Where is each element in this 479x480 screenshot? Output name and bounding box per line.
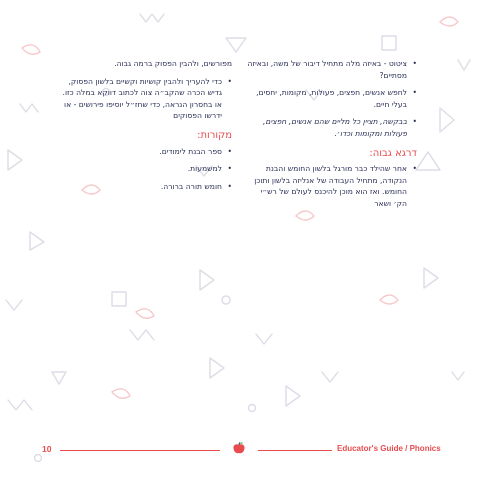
source-item: • למשמעות. xyxy=(62,163,222,175)
source-item: • ספר הבנת לימודים. xyxy=(62,146,222,158)
left-column xyxy=(62,58,232,198)
list-item: • אחר שהילד כבר מורגל בלשון החומש והבנת הנקודה, מתחיל העבודה של אנליזה בלשון ותוכן החומש. ואז הוא מוכן להיכנס לעולם של רש״י הק׳ ושאר xyxy=(247,163,407,209)
footer-divider-right xyxy=(258,450,332,451)
list-item: • ציטוט - באיזה מלה מתחיל דיבור של משה, ובאיזה מסתיים? xyxy=(247,58,407,81)
source-item: • חומש תורה ברורה. xyxy=(62,181,222,193)
list-item: • בבקשה, תציין כל מליים שהם אנשים, חפצים, פעולות ומקומות וכדו׳. xyxy=(247,116,407,139)
right-bullet-list xyxy=(247,58,417,140)
right-column xyxy=(247,58,417,216)
sources-heading: מקורות: xyxy=(197,129,232,141)
left-bullet-list xyxy=(62,76,232,122)
advanced-heading: דרגא גבוה: xyxy=(369,147,417,159)
advanced-bullet-list xyxy=(247,163,417,209)
sources-list xyxy=(62,146,232,193)
page-number: 10 xyxy=(42,444,52,454)
list-item: • כדי להעריך ולהבין קושיות וקשיים בלשון הפסוק, גדיש הכרה שהקב״ה צוה לכתוב דווקא במלה כזו. או בחסרון הנראה, כדי שחז״ל יוסיפו פירושים - או ידרשו הפסוקים xyxy=(62,76,222,122)
footer-title: Educator's Guide / Phonics xyxy=(337,444,441,453)
continuation-text: מפורשים, ולהבין הפסוק ברמה גבוה. xyxy=(114,59,232,68)
apple-icon xyxy=(232,441,246,455)
footer-divider-left xyxy=(60,450,220,451)
list-item: • לחפש אנשים, חפצים, פעולות, מקומות, יחסים, בעלי חיים. xyxy=(247,87,407,110)
